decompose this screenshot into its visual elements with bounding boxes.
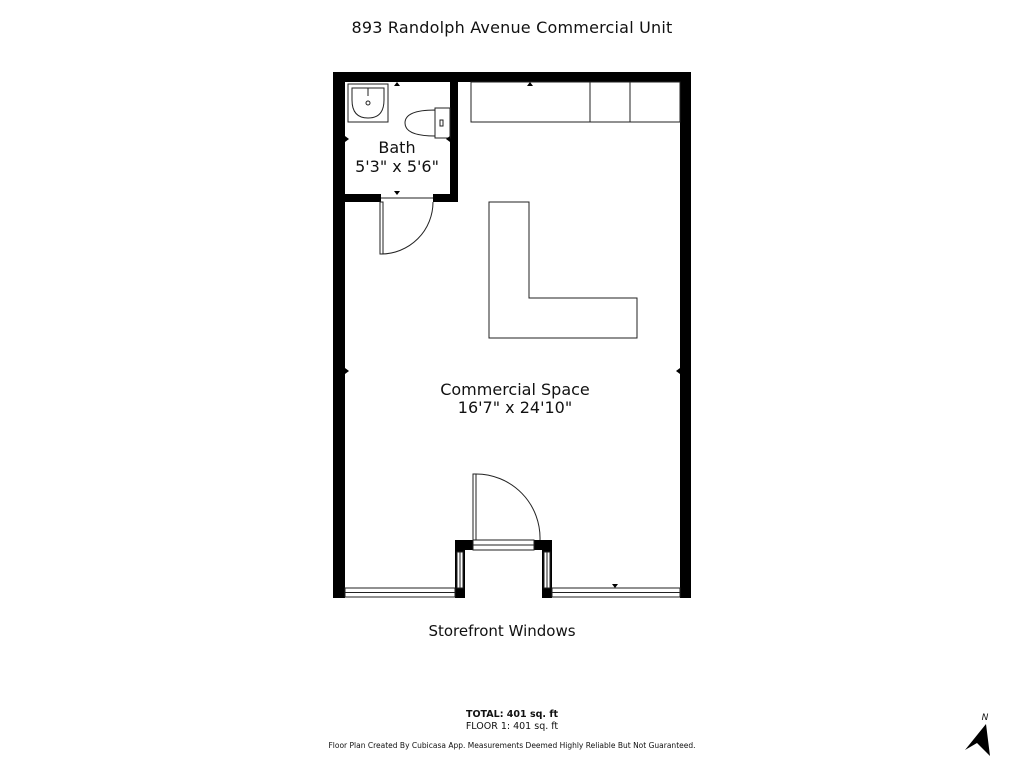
storefront-windows-label: Storefront Windows bbox=[428, 622, 576, 640]
commercial-space-label: Commercial Space bbox=[440, 380, 590, 399]
right-wall bbox=[680, 72, 691, 598]
compass-label: N bbox=[981, 713, 989, 723]
top-wall bbox=[333, 72, 691, 82]
commercial-space-dimensions: 16'7" x 24'10" bbox=[457, 398, 573, 417]
bath-dimensions: 5'3" x 5'6" bbox=[355, 157, 439, 176]
entry-door bbox=[473, 474, 540, 550]
plan-title: 893 Randolph Avenue Commercial Unit bbox=[351, 18, 673, 37]
left-wall bbox=[333, 72, 345, 598]
upper-cabinets bbox=[471, 82, 680, 122]
l-shaped-counter bbox=[489, 202, 637, 338]
bath-door bbox=[380, 202, 433, 254]
toilet-icon bbox=[405, 108, 450, 138]
bath-label: Bath bbox=[378, 138, 416, 157]
floor-area: FLOOR 1: 401 sq. ft bbox=[465, 721, 559, 732]
storefront-windows bbox=[345, 552, 680, 597]
total-area: TOTAL: 401 sq. ft bbox=[466, 709, 558, 720]
disclaimer: Floor Plan Created By Cubicasa App. Measurements Deemed Highly Reliable But Not Guaranteed. bbox=[328, 741, 696, 750]
sink-icon bbox=[348, 84, 388, 122]
bath-right-wall bbox=[450, 82, 458, 202]
